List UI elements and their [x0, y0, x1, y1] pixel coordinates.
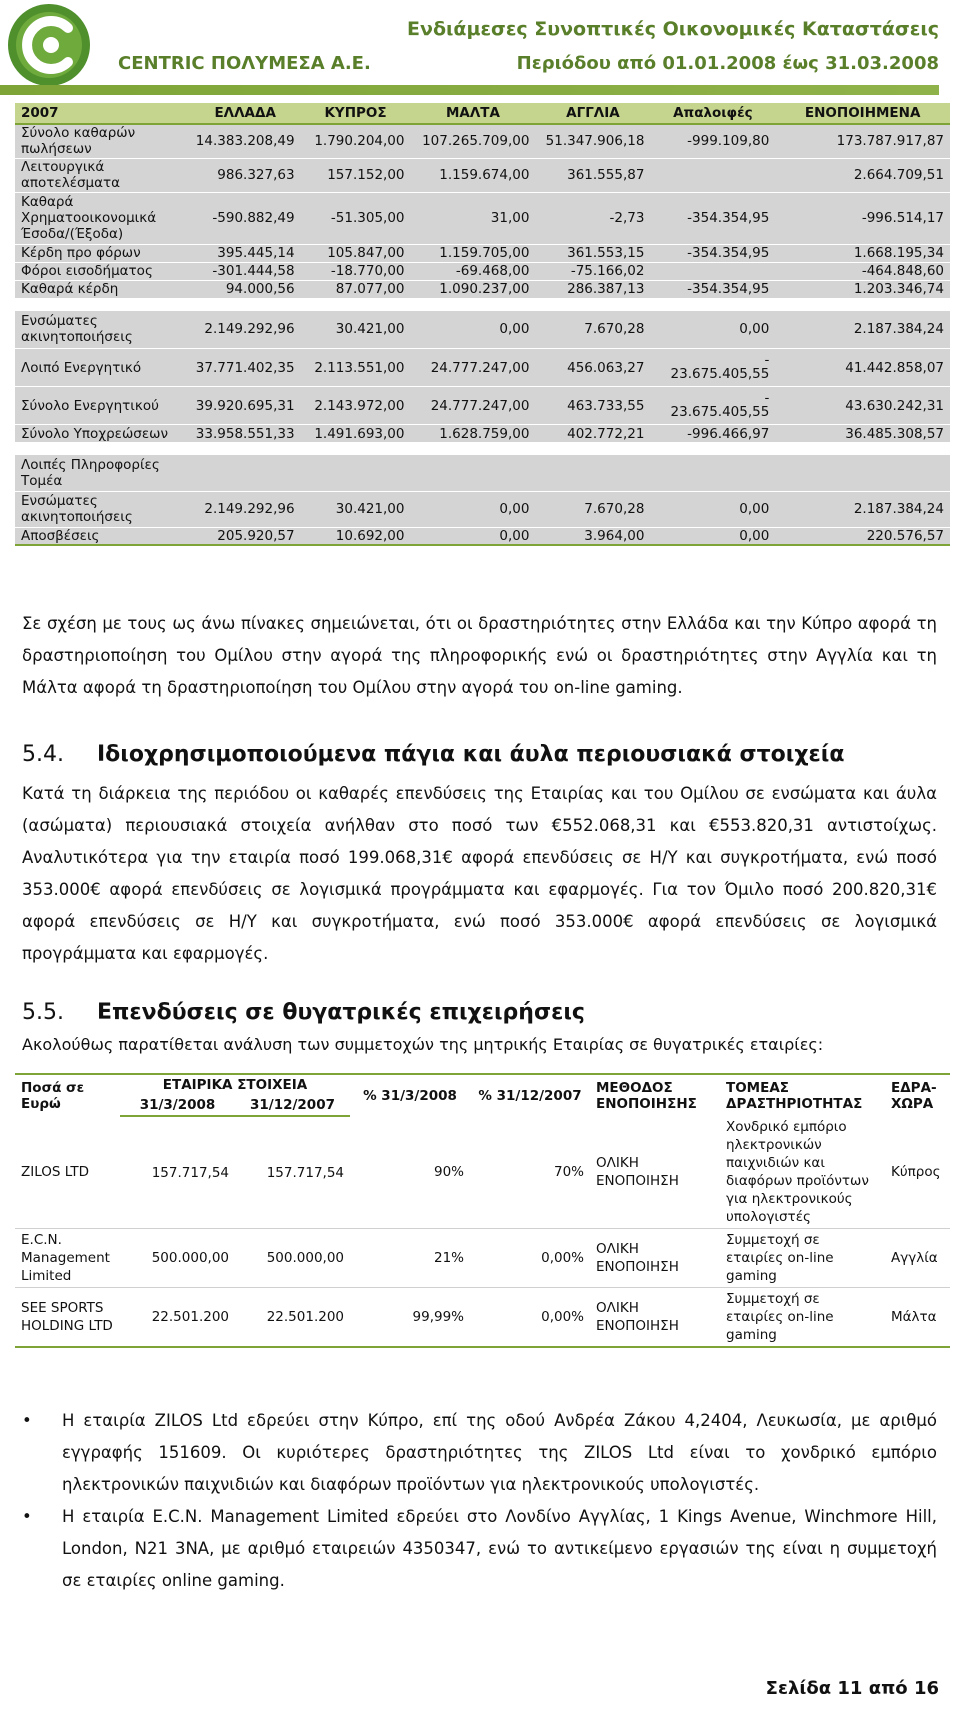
- row-label: Καθαρά κέρδη: [15, 280, 190, 298]
- cell-value: -354.354,95: [650, 244, 775, 262]
- table-row: [15, 425, 950, 443]
- cell-value: 1.790.204,00: [301, 124, 411, 158]
- cell-value: 2.113.551,00: [301, 349, 411, 387]
- cell-value: 1.090.237,00: [411, 280, 536, 298]
- cell-value: 2.149.292,96: [190, 491, 301, 527]
- table-row: [15, 262, 950, 280]
- centric-logo: [6, 2, 92, 88]
- header-rule: [0, 85, 939, 95]
- cell-value: [650, 158, 775, 192]
- cell-value: 2.149.292,96: [190, 311, 301, 349]
- table-row: [15, 491, 950, 527]
- cell-value: 0,00: [411, 527, 536, 545]
- cell-value: -354.354,95: [650, 280, 775, 298]
- header-pct-2007: % 31/12/2007: [470, 1074, 590, 1116]
- row-label: Φόροι εισοδήματος: [15, 262, 190, 280]
- cell-value: 90%: [350, 1116, 470, 1229]
- cell-value: 500.000,00: [120, 1229, 235, 1288]
- table-row: [15, 280, 950, 298]
- row-label: Σύνολο Υποχρεώσεων: [15, 425, 190, 443]
- list-item: • Η εταιρία ZILOS Ltd εδρεύει στην Κύπρο, επί της οδού Ανδρέα Ζάκου 4,2404, Λευκωσία, με αριθμό εγγραφής 151609. Οι κυριότερες δραστηριότητες της ZILOS Ltd είναι το χονδρικό εμπόριο ηλεκτρονικών παιχνιδιών και διαφόρων προϊόντων για ηλεκτρονικούς υπολογιστές.: [22, 1405, 937, 1501]
- cell-value: 70%: [470, 1116, 590, 1229]
- cell-value: 23.675.405,55: [670, 403, 770, 420]
- segment-note-paragraph: Σε σχέση με τους ως άνω πίνακες σημειώνεται, ότι οι δραστηριότητες στην Ελλάδα και την Κύπρο αφορά τη δραστηριοποίηση του Ομίλου στην αγορά της πληροφορικής ενώ οι δραστηριότητες στην Αγγλία και τη Μάλτα αφορά τη δραστηριοποίηση του Ομίλου στην αγορά του on-line gaming.: [22, 614, 937, 697]
- company-name: CENTRIC ΠΟΛΥΜΕΣΑ Α.Ε.: [118, 53, 371, 74]
- subsidiaries-table: [15, 1073, 950, 1348]
- cell-value: -2,73: [535, 192, 650, 244]
- cell-value: -18.770,00: [301, 262, 411, 280]
- cell-value: 1.159.674,00: [411, 158, 536, 192]
- section-5-4-heading: [22, 742, 844, 767]
- header-date-2007: 31/12/2007: [235, 1095, 350, 1116]
- list-item: • Η εταιρία E.C.N. Management Limited εδρεύει στο Λονδίνο Αγγλίας, 1 Kings Avenue, Winchmore Hill, London, N21 3NA, με αριθμό εταιρειών 4350347, ενώ το αντικείμενο εργασιών της είναι η συμμετοχή σε εταιρίες online gaming.: [22, 1501, 937, 1597]
- cell-value: 986.327,63: [190, 158, 301, 192]
- cell-value: 14.383.208,49: [190, 124, 301, 158]
- cell-value: 94.000,56: [190, 280, 301, 298]
- row-label: Σύνολο Ενεργητικού: [15, 387, 190, 425]
- cell-value: 0,00: [650, 491, 775, 527]
- segment-header-malta: ΜΑΛΤΑ: [411, 103, 536, 124]
- cell-value: 286.387,13: [535, 280, 650, 298]
- cell-value: 0,00%: [470, 1229, 590, 1288]
- cell-value: -996.466,97: [650, 425, 775, 443]
- header-amounts: Ποσά σε Ευρώ: [15, 1074, 120, 1116]
- cell-sector: Χονδρικό εμπόριο ηλεκτρονικών παιχνιδιών και διαφόρων προϊόντων για ηλεκτρονικούς υπολογιστές: [720, 1116, 885, 1229]
- segment-header-consolidated: ΕΝΟΠΟΙΗΜΕΝΑ: [775, 103, 950, 124]
- table-row: Λοιπό Ενεργητικό 37.771.402,35 2.113.551,00 24.777.247,00 456.063,27 - 23.675.405,55 41.442.858,07: [15, 349, 950, 387]
- cell-value: 21%: [350, 1229, 470, 1288]
- cell-value: -51.305,00: [301, 192, 411, 244]
- cell-value: 24.777.247,00: [411, 349, 536, 387]
- cell-value: -996.514,17: [775, 192, 950, 244]
- cell-value: 0,00: [411, 311, 536, 349]
- header-date-2008: 31/3/2008: [120, 1095, 235, 1116]
- cell-country: Αγγλία: [885, 1229, 950, 1288]
- cell-value: 395.445,14: [190, 244, 301, 262]
- cell-value: -590.882,49: [190, 192, 301, 244]
- cell-value: 41.442.858,07: [775, 349, 950, 387]
- segment-header-cyprus: ΚΥΠΡΟΣ: [301, 103, 411, 124]
- cell-value: 7.670,28: [535, 491, 650, 527]
- header-row: [15, 1074, 950, 1095]
- table-row: Σύνολο Ενεργητικού 39.920.695,31 2.143.972,00 24.777.247,00 463.733,55 - 23.675.405,55 43.630.242,31: [15, 387, 950, 425]
- cell-value: 1.668.195,34: [775, 244, 950, 262]
- cell-value: 87.077,00: [301, 280, 411, 298]
- row-label: Λοιπό Ενεργητικό: [15, 349, 190, 387]
- cell-value: 22.501.200: [120, 1288, 235, 1348]
- cell-value: 22.501.200: [235, 1288, 350, 1348]
- cell-value: 10.692,00: [301, 527, 411, 545]
- cell-value: 33.958.551,33: [190, 425, 301, 443]
- cell-value: 157.717,54: [235, 1116, 350, 1229]
- cell-value: 1.159.705,00: [411, 244, 536, 262]
- cell-value: -75.166,02: [535, 262, 650, 280]
- cell-value: [650, 262, 775, 280]
- cell-value: 173.787.917,87: [775, 124, 950, 158]
- cell-value: 3.964,00: [535, 527, 650, 545]
- subsidiary-name: ZILOS LTD: [15, 1116, 120, 1229]
- cell-method: ΟΛΙΚΗ ΕΝΟΠΟΙΗΣΗ: [590, 1229, 720, 1288]
- document-title: Ενδιάμεσες Συνοπτικές Οικονομικές Καταστάσεις: [407, 18, 939, 40]
- cell-value: 157.152,00: [301, 158, 411, 192]
- row-label: Κέρδη προ φόρων: [15, 244, 190, 262]
- cell-value: 30.421,00: [301, 491, 411, 527]
- cell-value: -301.444,58: [190, 262, 301, 280]
- cell-value: 24.777.247,00: [411, 387, 536, 425]
- cell-value: 105.847,00: [301, 244, 411, 262]
- section-5-5-intro: Ακολούθως παρατίθεται ανάλυση των συμμετοχών της μητρικής Εταιρίας σε θυγατρικές εταιρίες:: [22, 1035, 824, 1054]
- cell-value: -464.848,60: [775, 262, 950, 280]
- cell-value: -69.468,00: [411, 262, 536, 280]
- table-row: [15, 1288, 950, 1348]
- cell-value: 0,00%: [470, 1288, 590, 1348]
- cell-value: 99,99%: [350, 1288, 470, 1348]
- row-label: Καθαρά Χρηματοοικονομικά Έσοδα/(Έξοδα): [15, 192, 190, 244]
- cell-value: 456.063,27: [535, 349, 650, 387]
- section-label: Λοιπές Πληροφορίες Τομέα: [15, 455, 190, 491]
- cell-value: 205.920,57: [190, 527, 301, 545]
- cell-country: Μάλτα: [885, 1288, 950, 1348]
- row-label: Σύνολο καθαρών πωλήσεων: [15, 124, 190, 158]
- table-row: [15, 1116, 950, 1229]
- cell-value: 0,00: [650, 311, 775, 349]
- cell-country: Κύπρος: [885, 1116, 950, 1229]
- row-label: Λειτουργικά αποτελέσματα: [15, 158, 190, 192]
- cell-value: 1.491.693,00: [301, 425, 411, 443]
- table-row: [15, 158, 950, 192]
- cell-value: -999.109,80: [650, 124, 775, 158]
- document-period: Περιόδου από 01.01.2008 έως 31.03.2008: [516, 53, 939, 74]
- segment-table: [15, 103, 950, 546]
- cell-value: 36.485.308,57: [775, 425, 950, 443]
- row-label: Ενσώματες ακινητοποιήσεις: [15, 491, 190, 527]
- header-company-data: ΕΤΑΙΡΙΚΑ ΣΤΟΙΧΕΙΑ: [120, 1074, 350, 1095]
- section-number: 5.5.: [22, 1000, 64, 1025]
- table-row: [15, 311, 950, 349]
- cell-value: -354.354,95: [650, 192, 775, 244]
- header-sector: ΤΟΜΕΑΣ ΔΡΑΣΤΗΡΙΟΤΗΤΑΣ: [720, 1074, 885, 1116]
- cell-value: 220.576,57: [775, 527, 950, 545]
- table-row: [15, 1229, 950, 1288]
- cell-value: 2.187.384,24: [775, 311, 950, 349]
- section-5-5-heading: [22, 1000, 585, 1025]
- subsidiary-name: E.C.N. Management Limited: [15, 1229, 120, 1288]
- cell-value: 7.670,28: [535, 311, 650, 349]
- cell-value: 2.187.384,24: [775, 491, 950, 527]
- cell-value: 0,00: [650, 527, 775, 545]
- table-row: [15, 124, 950, 158]
- header-country: ΕΔΡΑ-ΧΩΡΑ: [885, 1074, 950, 1116]
- section-title: Ιδιοχρησιμοποιούμενα πάγια και άυλα περιουσιακά στοιχεία: [97, 742, 845, 767]
- page-number: Σελίδα 11 από 16: [765, 1678, 939, 1699]
- cell-sector: Συμμετοχή σε εταιρίες on-line gaming: [720, 1229, 885, 1288]
- table-row: [15, 192, 950, 244]
- cell-value: 39.920.695,31: [190, 387, 301, 425]
- cell-value: 23.675.405,55: [670, 365, 770, 382]
- segment-header-eliminations: Απαλοιφές: [650, 103, 775, 124]
- cell-value: 2.664.709,51: [775, 158, 950, 192]
- cell-value: 1.203.346,74: [775, 280, 950, 298]
- cell-sector: Συμμετοχή σε εταιρίες on-line gaming: [720, 1288, 885, 1348]
- header-method: ΜΕΘΟΔΟΣ ΕΝΟΠΟΙΗΣΗΣ: [590, 1074, 720, 1116]
- subsidiary-notes-list: [22, 1405, 937, 1597]
- cell-value: 500.000,00: [235, 1229, 350, 1288]
- cell-method: ΟΛΙΚΗ ΕΝΟΠΟΙΗΣΗ: [590, 1288, 720, 1348]
- section-5-4-text: Κατά τη διάρκεια της περιόδου οι καθαρές επενδύσεις της Εταιρίας και του Ομίλου σε ενσώματα και άυλα (ασώματα) περιουσιακά στοιχεία ανήλθαν στο ποσό των €552.068,31 και €553.820,31 αντιστοίχως. Αναλυτικότερα για την εταιρία ποσό 199.068,31€ αφορά επενδύσεις σε Η/Υ και συγκροτήματα, ενώ ποσό 353.000€ αφορά επενδύσεις σε λογισμικά προγράμματα και εφαρμογές. Για τον Όμιλο ποσό 200.820,31€ αφορά επενδύσεις σε Η/Υ και συγκροτήματα, ενώ ποσό 353.000€ αφορά επενδύσεις σε λογισμικά προγράμματα και εφαρμογές.: [22, 784, 937, 963]
- row-label: Ενσώματες ακινητοποιήσεις: [15, 311, 190, 349]
- cell-value: 107.265.709,00: [411, 124, 536, 158]
- cell-value: 31,00: [411, 192, 536, 244]
- cell-value: 37.771.402,35: [190, 349, 301, 387]
- cell-value: 1.628.759,00: [411, 425, 536, 443]
- cell-value: 402.772,21: [535, 425, 650, 443]
- subsidiary-name: SEE SPORTS HOLDING LTD: [15, 1288, 120, 1348]
- section-number: 5.4.: [22, 742, 64, 767]
- segment-header-greece: ΕΛΛΑΔΑ: [190, 103, 301, 124]
- cell-value: 361.553,15: [535, 244, 650, 262]
- table-row: [15, 244, 950, 262]
- cell-value: 0,00: [411, 491, 536, 527]
- cell-value: 30.421,00: [301, 311, 411, 349]
- cell-value: 463.733,55: [535, 387, 650, 425]
- cell-value: 361.555,87: [535, 158, 650, 192]
- cell-value: 51.347.906,18: [535, 124, 650, 158]
- cell-method: ΟΛΙΚΗ ΕΝΟΠΟΙΗΣΗ: [590, 1116, 720, 1229]
- segment-header-year: 2007: [15, 103, 190, 124]
- table-row: [15, 455, 950, 491]
- segment-header-uk: ΑΓΓΛΙΑ: [535, 103, 650, 124]
- header-pct-2008: % 31/3/2008: [350, 1074, 470, 1116]
- section-title: Επενδύσεις σε θυγατρικές επιχειρήσεις: [97, 1000, 585, 1025]
- segment-header-row: [15, 103, 950, 124]
- cell-value: 2.143.972,00: [301, 387, 411, 425]
- table-row: [15, 527, 950, 545]
- row-label: Αποσβέσεις: [15, 527, 190, 545]
- cell-value: 157.717,54: [120, 1116, 235, 1229]
- cell-value: 43.630.242,31: [775, 387, 950, 425]
